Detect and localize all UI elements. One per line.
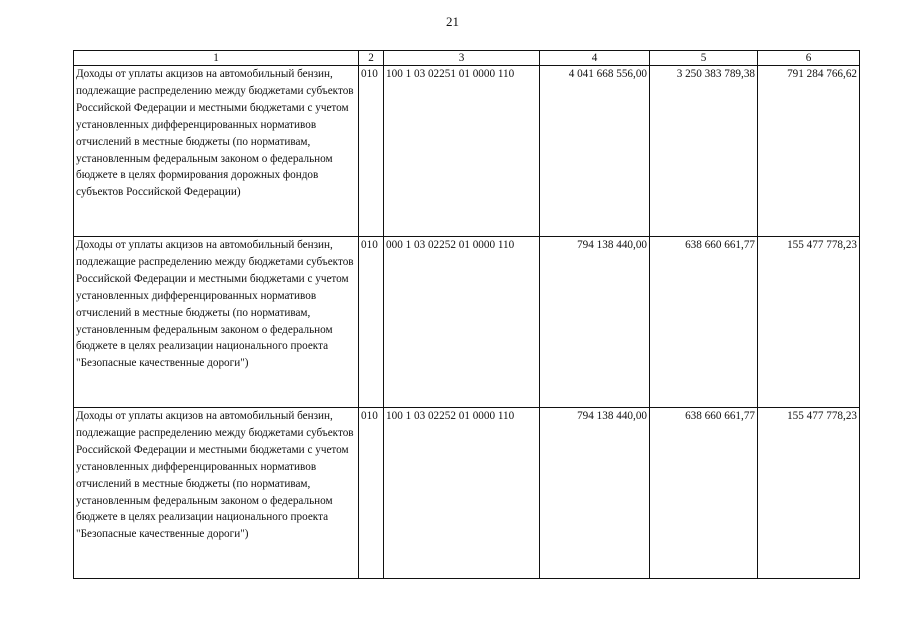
row-code: 010 xyxy=(359,237,384,408)
revenue-table xyxy=(73,50,860,579)
header-col-1: 1 xyxy=(74,51,359,66)
table-row xyxy=(74,237,860,408)
row-code: 010 xyxy=(359,66,384,237)
row-col6-value: 155 477 778,23 xyxy=(758,408,860,579)
row-col4-value: 4 041 668 556,00 xyxy=(540,66,650,237)
header-col-5: 5 xyxy=(650,51,758,66)
row-col4-value: 794 138 440,00 xyxy=(540,408,650,579)
table-row xyxy=(74,66,860,237)
row-code: 010 xyxy=(359,408,384,579)
row-name: Доходы от уплаты акцизов на автомобильный бензин, подлежащие распределению между бюджетами субъектов Российской Федерации и местными бюджетами с учетом установленных дифференцированных нормативов отчислений в местные бюджеты (по нормативам, установленным федеральным законом о федеральном бюджете в целях формирования дорожных фондов субъектов Российской Федерации) xyxy=(74,66,359,237)
header-col-4: 4 xyxy=(540,51,650,66)
row-col4-value: 794 138 440,00 xyxy=(540,237,650,408)
row-name: Доходы от уплаты акцизов на автомобильный бензин, подлежащие распределению между бюджетами субъектов Российской Федерации и местными бюджетами с учетом установленных дифференцированных нормативов отчислений в местные бюджеты (по нормативам, установленным федеральным законом о федеральном бюджете в целях реализации национального проекта "Безопасные качественные дороги") xyxy=(74,408,359,579)
row-col5-value: 638 660 661,77 xyxy=(650,408,758,579)
page-number: 21 xyxy=(446,14,459,29)
table-row xyxy=(74,408,860,579)
header-row xyxy=(74,51,860,66)
header-col-6: 6 xyxy=(758,51,860,66)
header-col-2: 2 xyxy=(359,51,384,66)
row-kbk: 000 1 03 02252 01 0000 110 xyxy=(384,237,540,408)
row-col5-value: 638 660 661,77 xyxy=(650,237,758,408)
row-kbk: 100 1 03 02251 01 0000 110 xyxy=(384,66,540,237)
header-col-3: 3 xyxy=(384,51,540,66)
row-col6-value: 155 477 778,23 xyxy=(758,237,860,408)
row-col5-value: 3 250 383 789,38 xyxy=(650,66,758,237)
row-kbk: 100 1 03 02252 01 0000 110 xyxy=(384,408,540,579)
row-name: Доходы от уплаты акцизов на автомобильный бензин, подлежащие распределению между бюджетами субъектов Российской Федерации и местными бюджетами с учетом установленных дифференцированных нормативов отчислений в местные бюджеты (по нормативам, установленным федеральным законом о федеральном бюджете в целях реализации национального проекта "Безопасные качественные дороги") xyxy=(74,237,359,408)
row-col6-value: 791 284 766,62 xyxy=(758,66,860,237)
